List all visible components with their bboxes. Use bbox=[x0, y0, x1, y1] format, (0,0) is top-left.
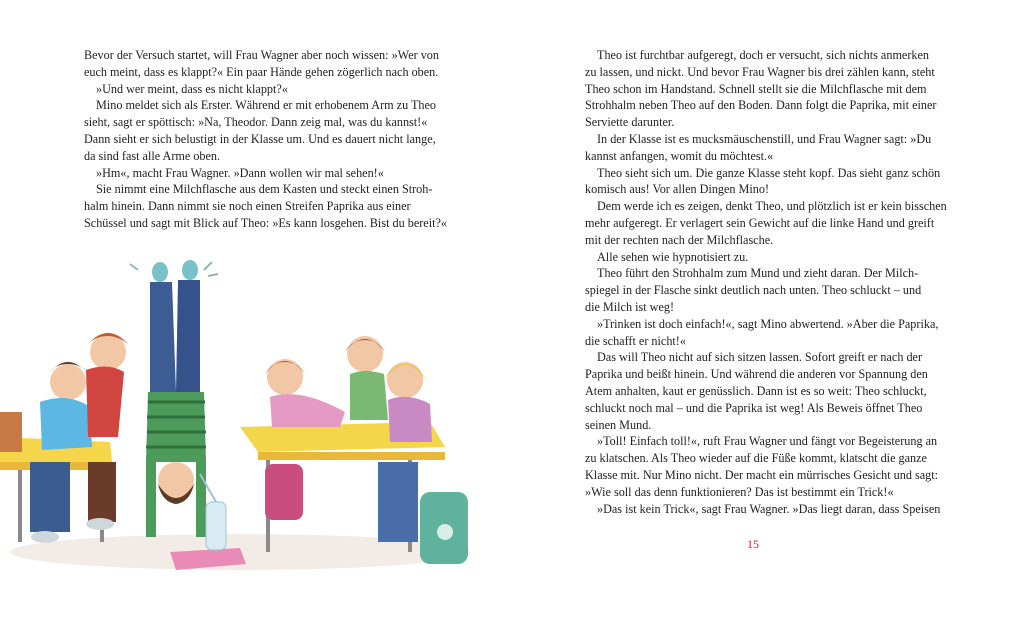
text-line: Paprika und beißt hinein. Und während die anderen vor Spannung den bbox=[585, 367, 928, 382]
girl-pink bbox=[265, 359, 345, 427]
text-line: seinen Mund. bbox=[585, 417, 652, 432]
text-line: Dem werde ich es zeigen, denkt Theo, und plötzlich ist er kein bisschen bbox=[597, 199, 947, 214]
text-line: Schüssel und sagt mit Blick auf Theo: »Es kann losgehen. Bist du bereit?« bbox=[84, 215, 447, 230]
text-line: schluckt noch mal – und die Paprika ist weg! Als Beweis öffnet Theo bbox=[585, 400, 923, 415]
text-line: Das will Theo nicht auf sich sitzen lassen. Sofort greift er nach der bbox=[597, 350, 923, 365]
text-line: »Das ist kein Trick«, sagt Frau Wagner. »Das liegt daran, dass Speisen bbox=[597, 501, 941, 516]
text-line: Alle sehen wie hypnotisiert zu. bbox=[597, 249, 749, 264]
text-line: »Und wer meint, dass es nicht klappt?« bbox=[96, 81, 288, 96]
text-line: die schafft er nicht!« bbox=[585, 333, 686, 348]
text-line: »Trinken ist doch einfach!«, sagt Mino abwertend. »Aber die Paprika, bbox=[597, 316, 939, 331]
text-line: euch meint, dass es klappt?« Ein paar Hände gehen zögerlich nach oben. bbox=[84, 64, 439, 79]
page-number: 15 bbox=[747, 537, 759, 551]
text-line: zu lassen, und nickt. Und bevor Frau Wagner bis drei zählen kann, steht bbox=[585, 64, 935, 79]
text-line: Theo führt den Strohhalm zum Mund und zieht daran. Der Milch- bbox=[597, 266, 919, 281]
text-line: da sind fast alle Arme oben. bbox=[84, 148, 221, 163]
text-line: Sie nimmt eine Milchflasche aus dem Kasten und steckt einen Stroh- bbox=[96, 182, 433, 197]
text-line: Bevor der Versuch startet, will Frau Wagner aber noch wissen: »Wer von bbox=[84, 48, 439, 62]
text-line: spiegel in der Flasche sinkt deutlich nach unten. Theo schluckt – und bbox=[585, 283, 922, 298]
right-page-text bbox=[585, 47, 955, 517]
text-line: »Wie soll das denn funktionieren? Das ist bestimmt ein Trick!« bbox=[585, 484, 894, 499]
text-line: kannst anfangen, womit du möchtest.« bbox=[585, 148, 774, 163]
text-line: halm hinein. Dann nimmt sie noch einen Streifen Paprika aus einer bbox=[84, 199, 411, 214]
text-line: Serviette darunter. bbox=[585, 115, 675, 130]
text-line: Strohhalm neben Theo auf den Boden. Dann folgt die Paprika, mit einer bbox=[585, 98, 937, 113]
text-line: Klasse mit. Nur Mino nicht. Der macht ein mürrisches Gesicht und sagt: bbox=[585, 467, 939, 482]
text-line: Dann sieht er sich belustigt in der Klasse um. Und es dauert nicht lange, bbox=[84, 131, 436, 146]
text-line: Theo ist furchtbar aufgeregt, doch er versucht, sich nichts anmerken bbox=[597, 48, 929, 62]
text-line: sieht, sagt er spöttisch: »Na, Theodor. Dann zeig mal, was du kannst!« bbox=[84, 115, 428, 130]
girl-green bbox=[345, 336, 388, 420]
right-page bbox=[512, 0, 1024, 624]
text-line: zu klatschen. Als Theo wieder auf die Füße kommt, klatscht die ganze bbox=[585, 451, 927, 466]
text-line: Atem anhalten, kaut er genüsslich. Dann ist es so weit: Theo schluckt, bbox=[585, 383, 927, 398]
text-line: mit der rechten nach der Milchflasche. bbox=[585, 232, 774, 247]
left-page-text bbox=[84, 47, 454, 232]
text-line: die Milch ist weg! bbox=[585, 299, 675, 314]
text-line: Mino meldet sich als Erster. Während er mit erhobenem Arm zu Theo bbox=[96, 98, 437, 113]
boy-red-shirt bbox=[86, 333, 128, 530]
text-line: Theo schon im Handstand. Schnell stellt sie die Milchflasche mit dem bbox=[585, 81, 927, 96]
text-line: »Hm«, macht Frau Wagner. »Dann wollen wir mal sehen!« bbox=[96, 165, 384, 180]
classroom-illustration bbox=[0, 252, 480, 582]
text-line: Theo sieht sich um. Die ganze Klasse steht kopf. Das sieht ganz schön bbox=[597, 165, 941, 180]
text-line: »Toll! Einfach toll!«, ruft Frau Wagner und fängt vor Begeisterung an bbox=[597, 434, 938, 449]
text-line: komisch aus! Vor allen Dingen Mino! bbox=[585, 182, 770, 197]
text-line: mehr aufgeregt. Er verlagert sein Gewicht auf die linke Hand und greift bbox=[585, 215, 935, 230]
text-line: In der Klasse ist es mucksmäuschenstill, und Frau Wagner sagt: »Du bbox=[597, 131, 932, 146]
handstand-boy bbox=[146, 260, 206, 537]
